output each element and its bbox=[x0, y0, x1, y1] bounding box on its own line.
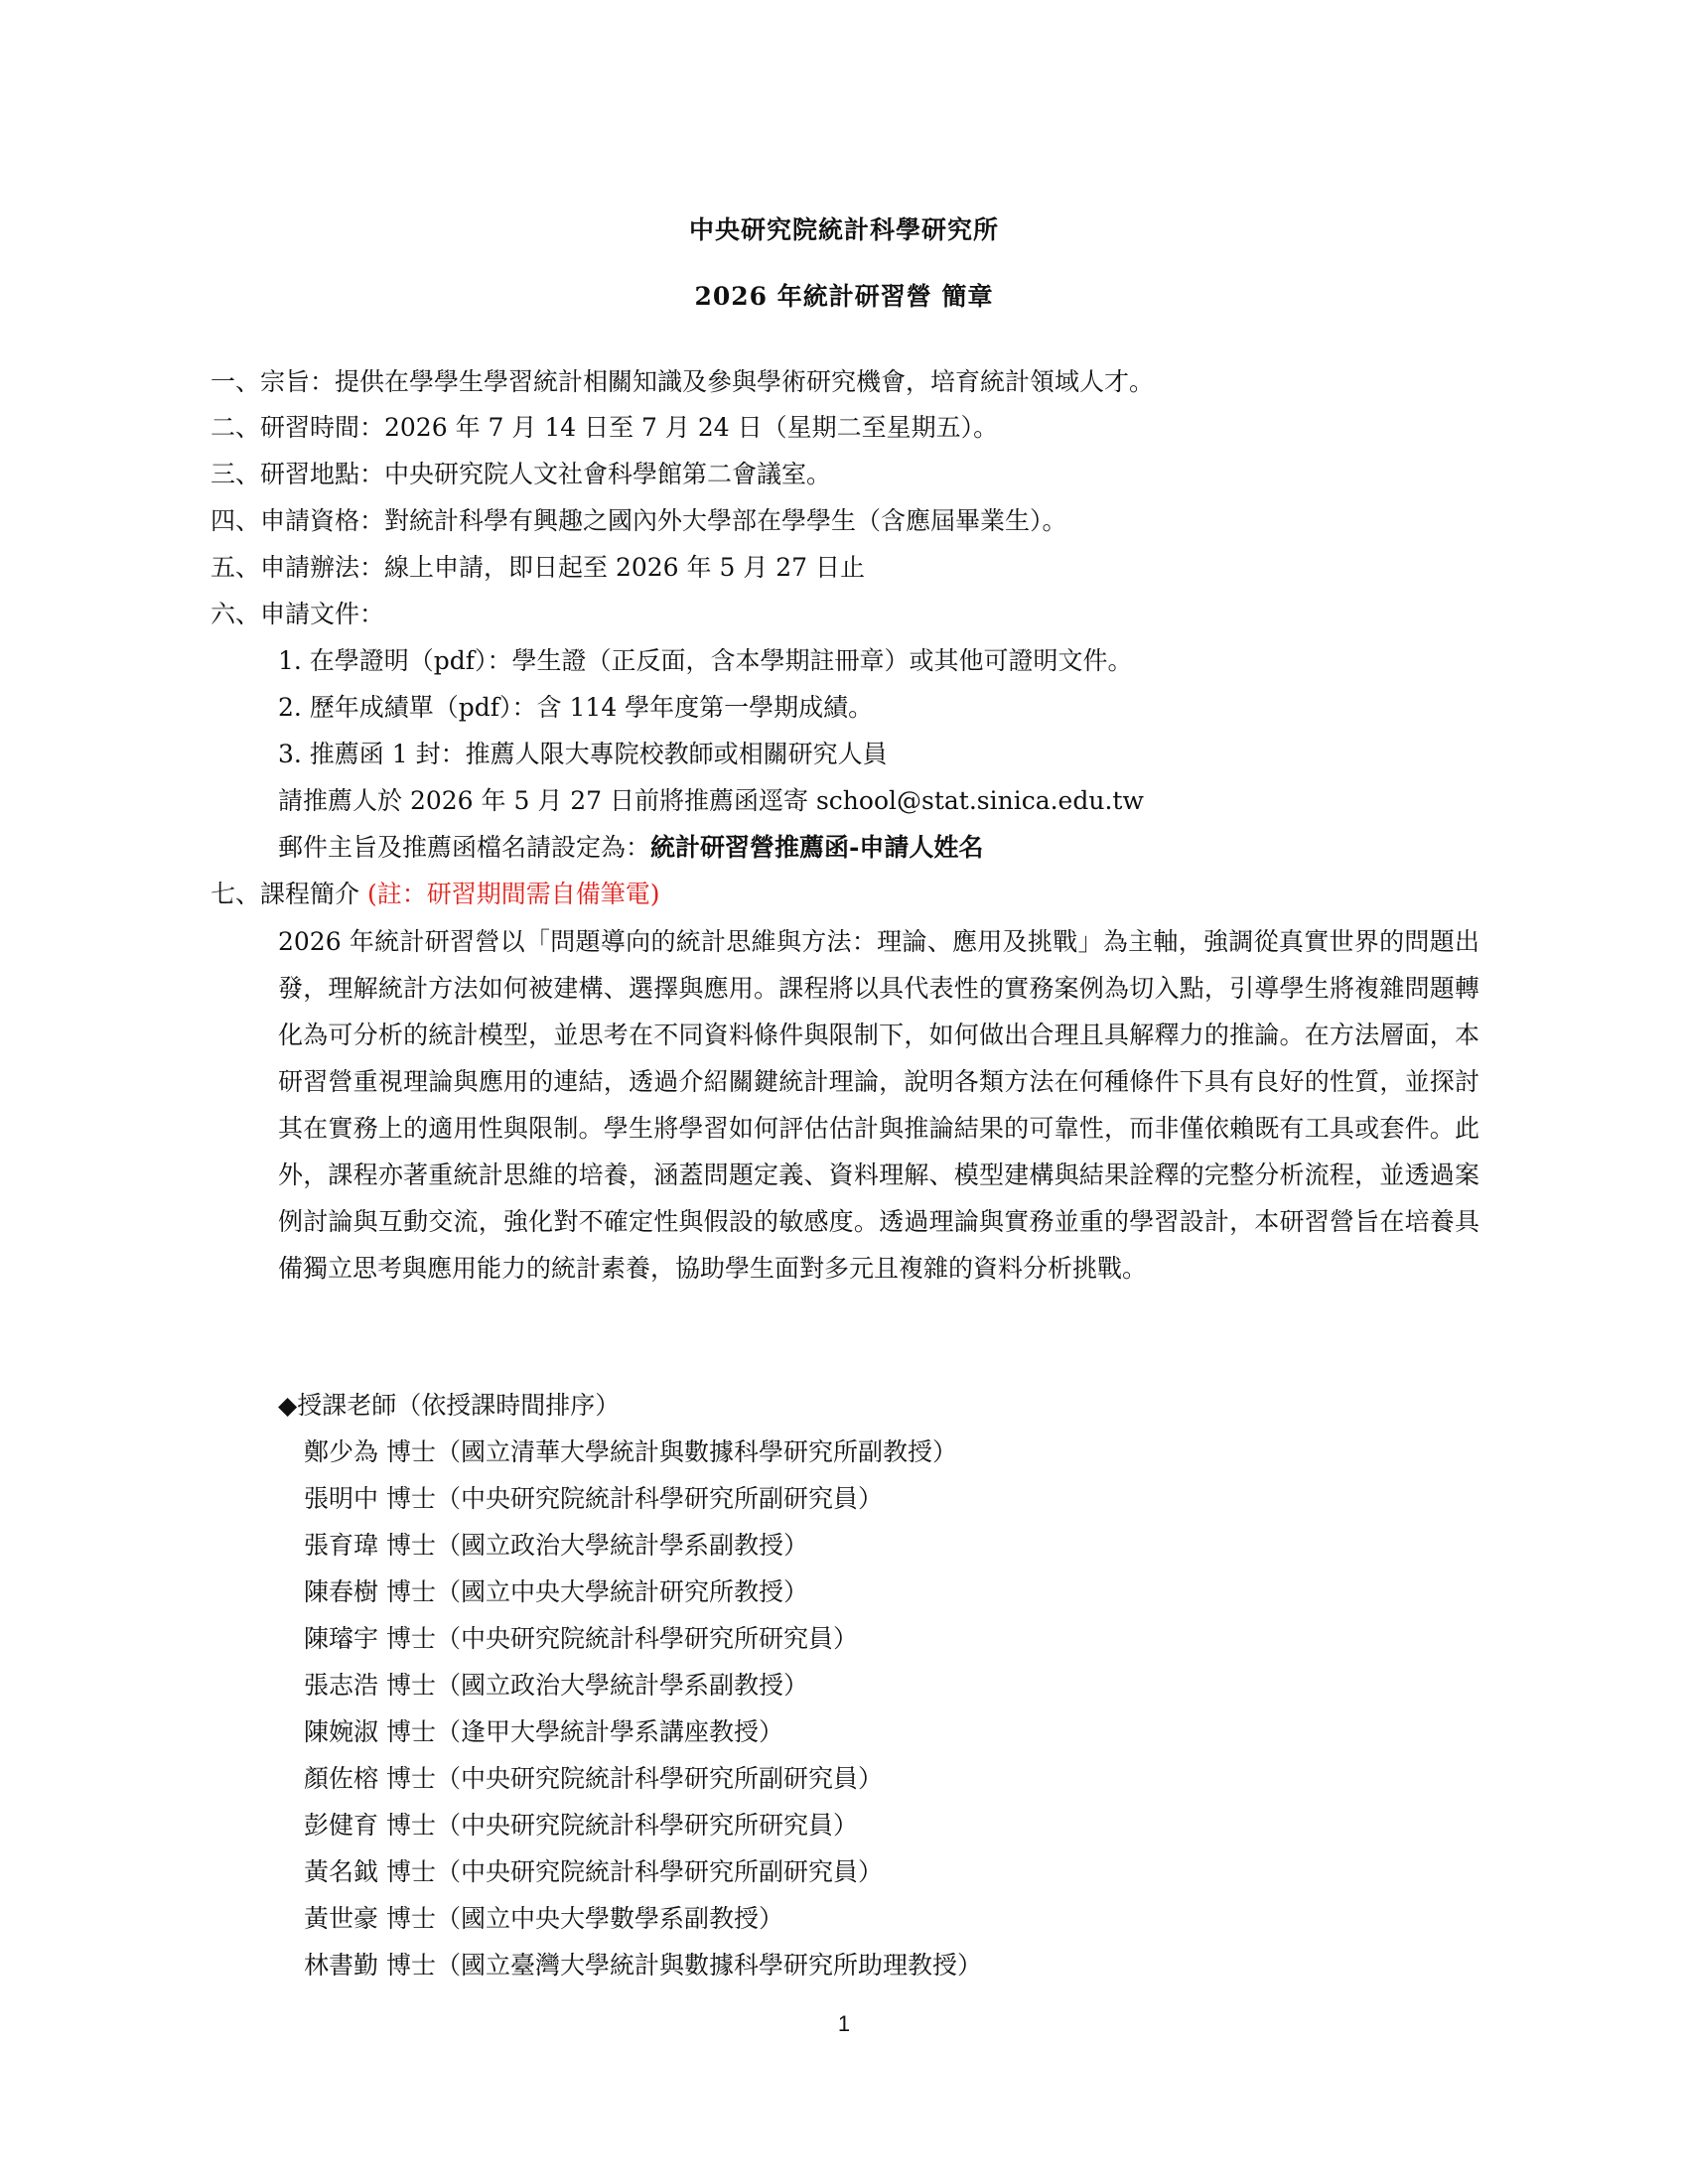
section-documents: 六、申請文件： bbox=[211, 600, 385, 628]
teachers-heading: ◆授課老師（依授課時間排序） bbox=[278, 1391, 621, 1420]
org-title: 中央研究院統計科學研究所 bbox=[688, 215, 999, 244]
subject-note-value: 統計研習營推薦函-申請人姓名 bbox=[650, 833, 984, 862]
course-heading: 七、課程簡介 bbox=[211, 880, 367, 908]
teacher-item: 陳婉淑 博士（逢甲大學統計學系講座教授） bbox=[304, 1717, 783, 1746]
teacher-item: 鄭少為 博士（國立清華大學統計與數據科學研究所副教授） bbox=[304, 1437, 957, 1466]
document-item: 3. 推薦函 1 封：推薦人限大專院校教師或相關研究人員 bbox=[278, 740, 888, 768]
section-course bbox=[211, 878, 659, 911]
teacher-item: 顏佐榕 博士（中央研究院統計科學研究所副研究員） bbox=[304, 1764, 883, 1793]
section-purpose: 一、宗旨：提供在學學生學習統計相關知識及參與學術研究機會，培育統計領域人才。 bbox=[211, 367, 1155, 396]
course-description: 2026 年統計研習營以「問題導向的統計思維與方法：理論、應用及挑戰」為主軸，強調從真實世界的問題出發，理解統計方法如何被建構、選擇與應用。課程將以具代表性的實務案例為切入點，引導學生將複雜問題轉化為可分析的統計模型，並思考在不同資料條件與限制下，如何做出合理且具解釋力的推論。在方法層面，本研習營重視理論與應用的連結，透過介紹關鍵統計理論，說明各類方法在何種條件下具有良好的性質，並探討其在實務上的適用性與限制。學生將學習如何評估估計與推論結果的可靠性，而非僅依賴既有工具或套件。此外，課程亦著重統計思維的培養，涵蓋問題定義、資料理解、模型建構與結果詮釋的完整分析流程，並透過案例討論與互動交流，強化對不確定性與假設的敏感度。透過理論與實務並重的學習設計，本研習營旨在培養具備獨立思考與應用能力的統計素養，協助學生面對多元且複雜的資料分析挑戰。 bbox=[278, 927, 1479, 1283]
document-item: 2. 歷年成績單（pdf）：含 114 學年度第一學期成績。 bbox=[278, 693, 874, 722]
subject-note-prefix: 郵件主旨及推薦函檔名請設定為： bbox=[278, 833, 651, 862]
teacher-item: 林書勤 博士（國立臺灣大學統計與數據科學研究所助理教授） bbox=[304, 1951, 982, 1979]
section-application: 五、申請辦法：線上申請，即日起至 2026 年 5 月 27 日止 bbox=[211, 553, 866, 582]
recommend-note: 請推薦人於 2026 年 5 月 27 日前將推薦函逕寄 school@stat.sinica.edu.tw bbox=[278, 786, 1144, 815]
teacher-item: 彭健育 博士（中央研究院統計科學研究所研究員） bbox=[304, 1811, 858, 1840]
teacher-item: 張志浩 博士（國立政治大學統計學系副教授） bbox=[304, 1671, 808, 1700]
section-eligibility: 四、申請資格：對統計科學有興趣之國內外大學部在學學生（含應屆畢業生）。 bbox=[211, 506, 1067, 535]
teacher-item: 張明中 博士（中央研究院統計科學研究所副研究員） bbox=[304, 1484, 883, 1513]
laptop-note: (註：研習期間需自備筆電) bbox=[366, 880, 660, 908]
subject-note bbox=[278, 831, 983, 865]
teacher-item: 黃名鉞 博士（中央研究院統計科學研究所副研究員） bbox=[304, 1857, 883, 1886]
document-item: 1. 在學證明（pdf）：學生證（正反面，含本學期註冊章）或其他可證明文件。 bbox=[278, 646, 1133, 675]
teacher-item: 陳璿宇 博士（中央研究院統計科學研究所研究員） bbox=[304, 1624, 858, 1653]
teacher-item: 陳春樹 博士（國立中央大學統計研究所教授） bbox=[304, 1577, 808, 1606]
section-period: 二、研習時間：2026 年 7 月 14 日至 7 月 24 日（星期二至星期五）。 bbox=[211, 413, 999, 442]
teacher-item: 黃世豪 博士（國立中央大學數學系副教授） bbox=[304, 1904, 783, 1933]
page-number: 1 bbox=[837, 2011, 851, 2036]
section-location: 三、研習地點：中央研究院人文社會科學館第二會議室。 bbox=[211, 460, 832, 488]
teacher-item: 張育瑋 博士（國立政治大學統計學系副教授） bbox=[304, 1531, 808, 1560]
document-title: 2026 年統計研習營 簡章 bbox=[694, 282, 994, 311]
